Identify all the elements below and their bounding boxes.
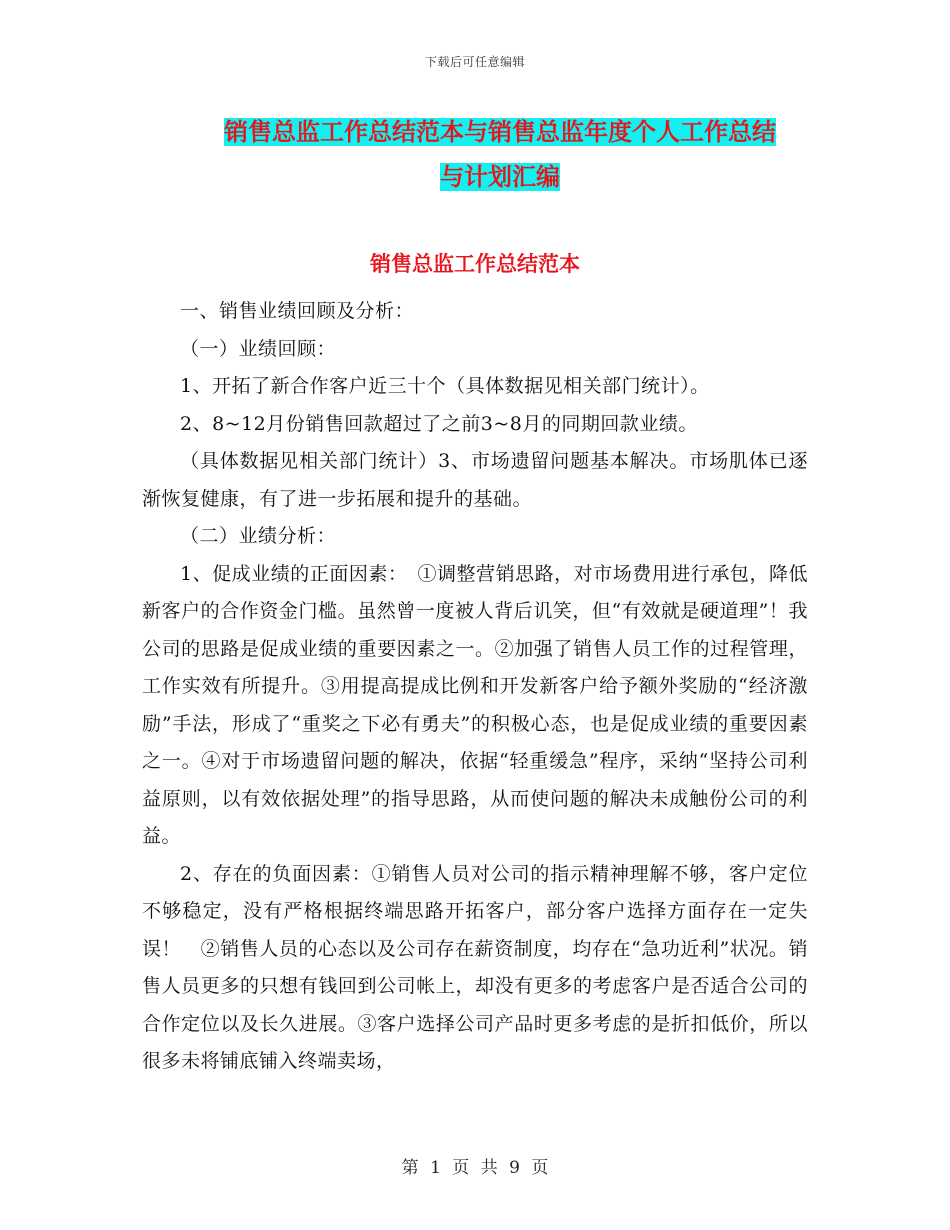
paragraph: 一、销售业绩回顾及分析：	[180, 300, 415, 322]
page-footer: 第 1 页 共 9 页	[401, 1158, 549, 1178]
paragraph: 2、存在的负面因素：①销售人员对公司的指示精神理解不够，客户定位不够稳定，没有严格根据终端思路开拓客户，部分客户选择方面存在一定失误！ ②销售人员的心态以及公司存在薪资制度，均存在“急功近利”状况。销售人员更多的只想有钱回到公司帐上，却没有更多的考虑客户是否适合公司的合作定位以及长久进展。③客户选择公司产品时更多考虑的是折扣低价，所以很多未将铺底铺入终端卖场，	[142, 862, 808, 1072]
paragraph: 1、促成业绩的正面因素： ①调整营销思路，对市场费用进行承包，降低新客户的合作资金门槛。虽然曾一度被人背后讥笑，但“有效就是硬道理”！我公司的思路是促成业绩的重要因素之一。②加强了销售人员工作的过程管理，工作实效有所提升。③用提高提成比例和开发新客户给予额外奖励的“经济激励”手法，形成了“重奖之下必有勇夫”的积极心态，也是促成业绩的重要因素之一。④对于市场遗留问题的解决，依据“轻重缓急”程序，采纳“坚持公司利益原则，以有效依据处理”的指导思路，从而使问题的解决未成触份公司的利益。	[142, 562, 808, 847]
document-title-line-1: 销售总监工作总结范本与销售总监年度个人工作总结	[224, 118, 776, 146]
section-title: 销售总监工作总结范本	[370, 252, 580, 276]
paragraph: 2、8~12月份销售回款超过了之前3~8月的同期回款业绩。	[180, 412, 698, 435]
document-title	[140, 110, 860, 200]
header-note: 下载后可任意编辑	[424, 55, 525, 69]
paragraph: （二）业绩分析：	[180, 525, 337, 547]
paragraph: （具体数据见相关部门统计）3、市场遗留问题基本解决。市场肌体已逐渐恢复健康，有了进一步拓展和提升的基础。	[142, 450, 808, 510]
paragraph: 1、开拓了新合作客户近三十个（具体数据见相关部门统计）。	[180, 375, 710, 397]
document-title-line-2: 与计划汇编	[440, 163, 560, 191]
document-body	[142, 293, 808, 1081]
paragraph: （一）业绩回顾：	[180, 337, 337, 360]
